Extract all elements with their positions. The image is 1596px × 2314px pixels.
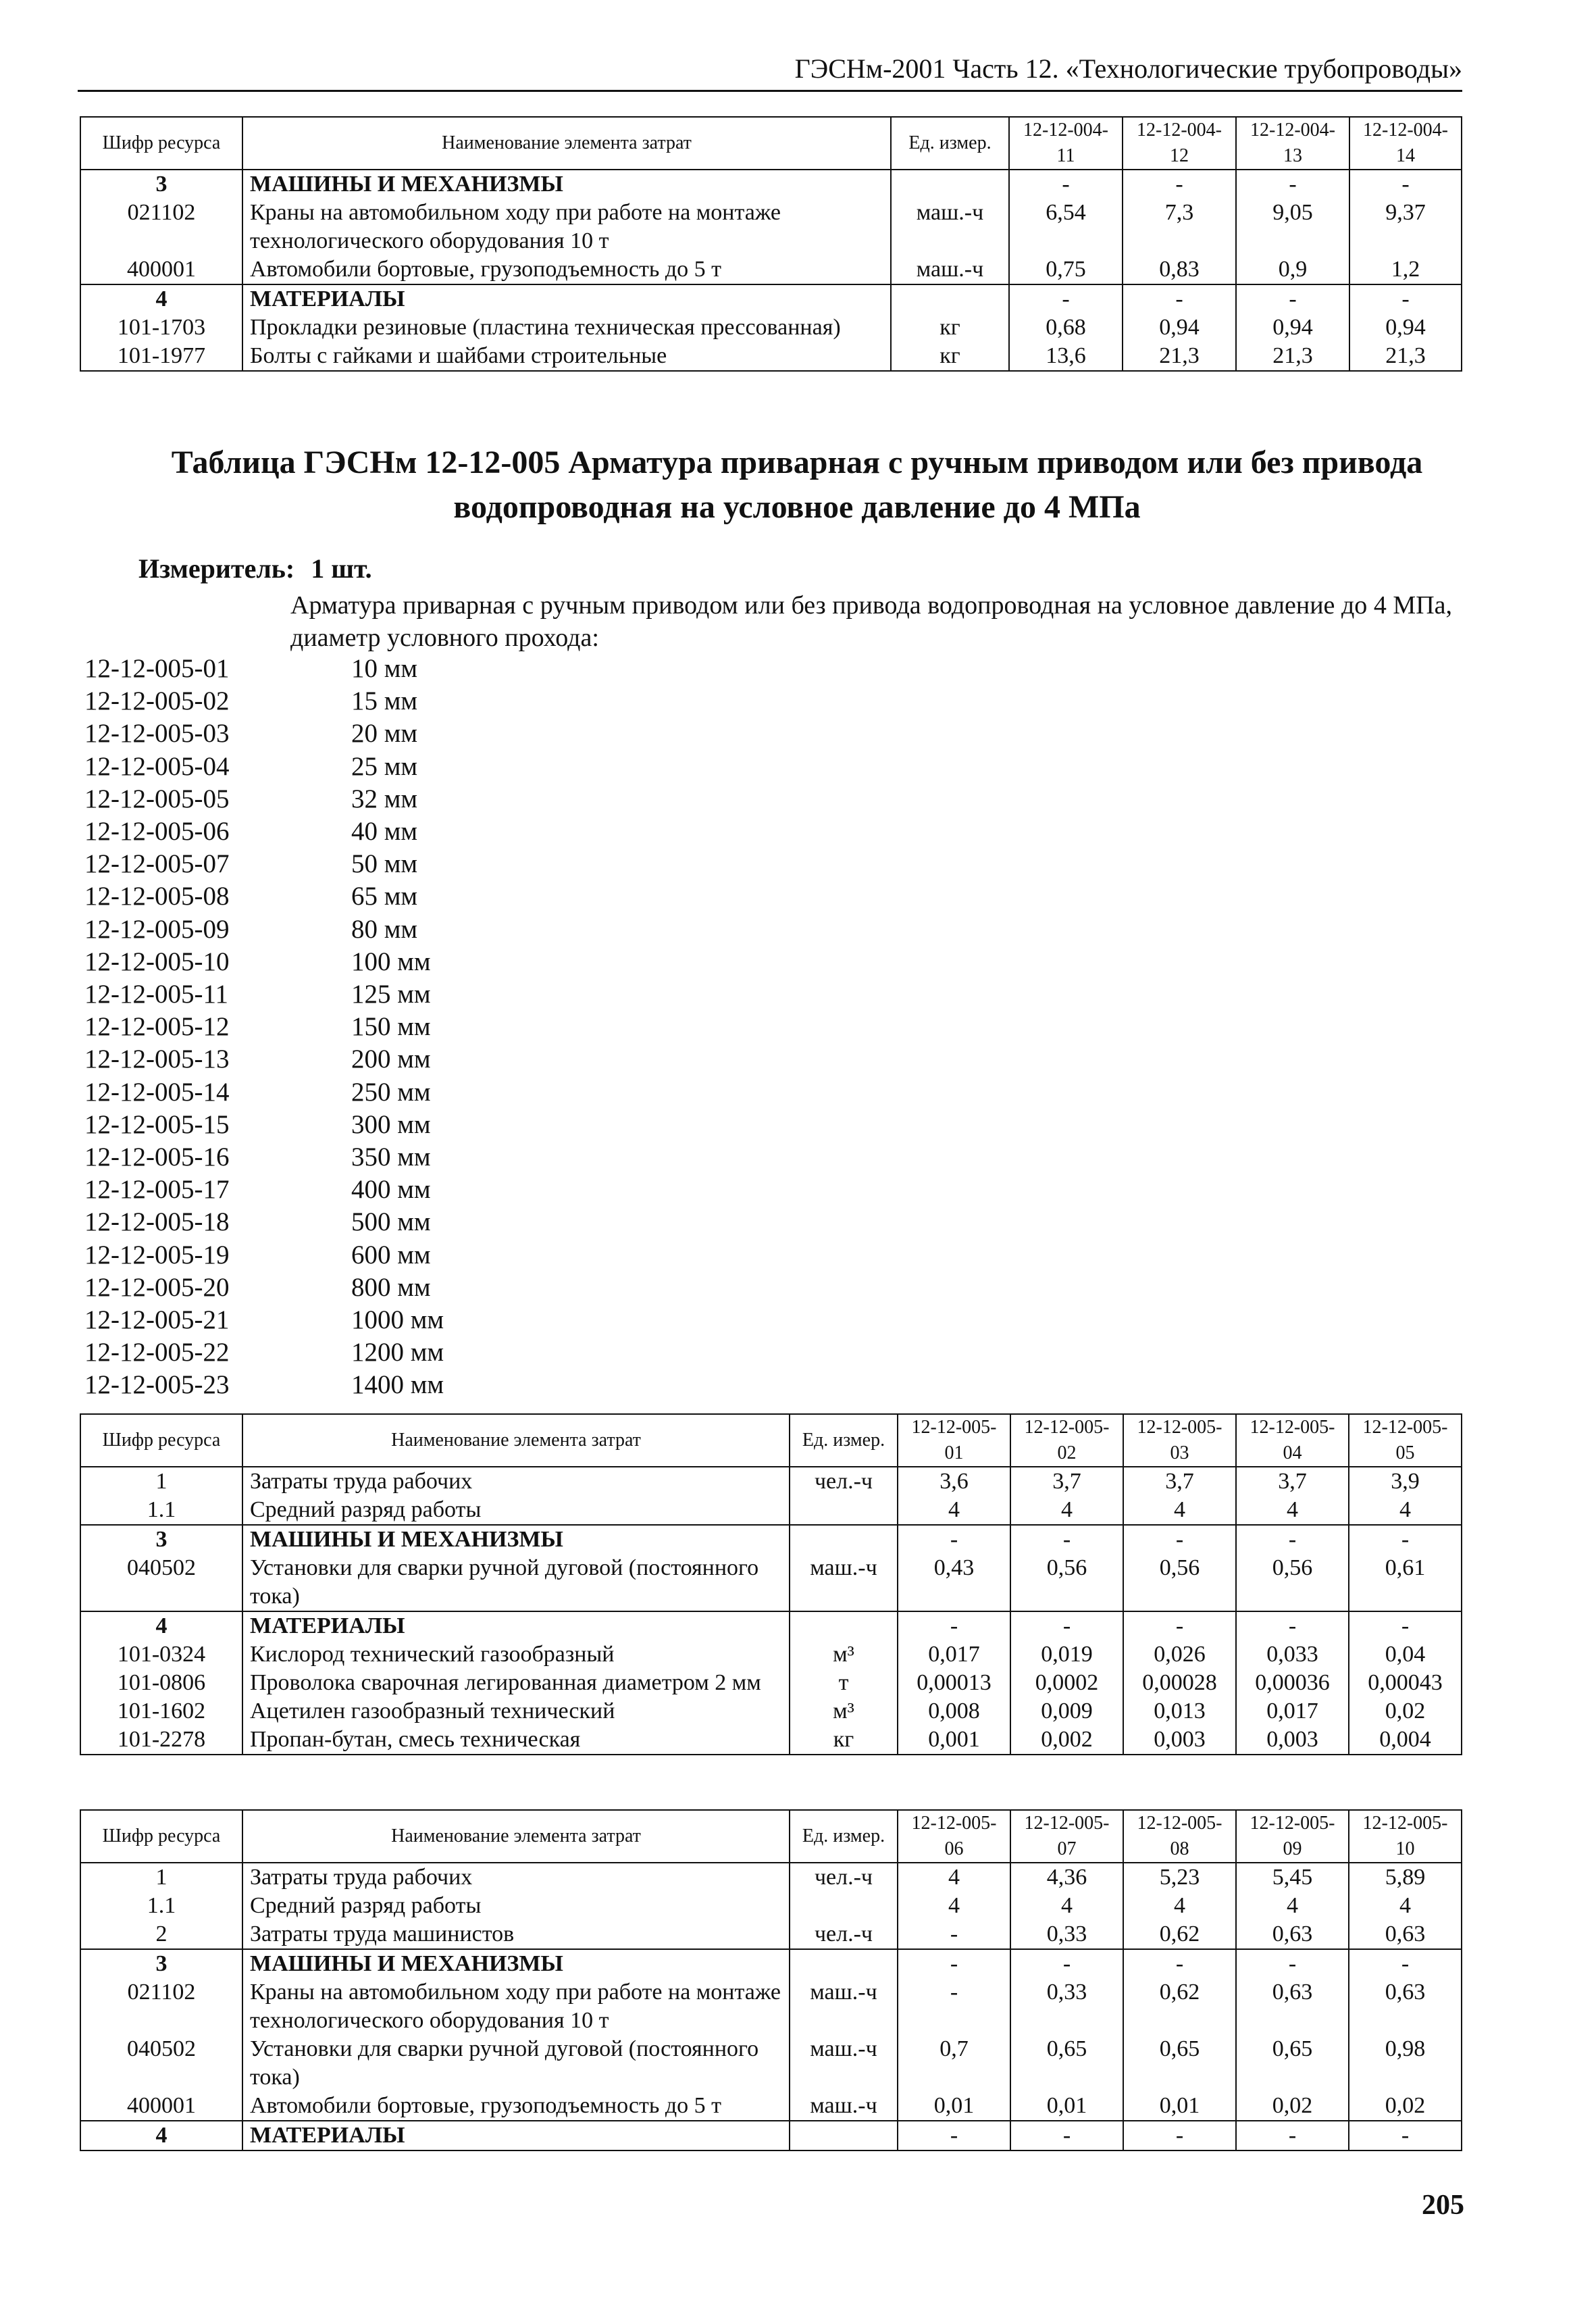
row-value: - (1010, 2121, 1123, 2150)
row-value: - (1009, 284, 1123, 313)
item-code: 12-12-005-14 (84, 1077, 230, 1107)
table-row (80, 1467, 1462, 1496)
row-value: 0,009 (1010, 1697, 1123, 1726)
row-value: 0,63 (1236, 1978, 1349, 2035)
item-size: 100 мм (351, 947, 431, 976)
row-code: 4 (80, 2121, 242, 2150)
row-value: 3,7 (1123, 1467, 1236, 1496)
row-value: 4 (1349, 1892, 1462, 1920)
row-name: МАШИНЫ И МЕХАНИЗМЫ (242, 1525, 790, 1554)
row-code: 101-2278 (80, 1726, 242, 1755)
col-header-norm: 12-12-005-08 (1123, 1810, 1236, 1863)
row-code: 400001 (80, 2092, 242, 2121)
row-value: 0,01 (898, 2092, 1010, 2121)
row-value: 0,33 (1010, 1978, 1123, 2035)
row-name: Установки для сварки ручной дуговой (постоянного тока) (242, 2035, 790, 2092)
measure-label: Измеритель: (138, 553, 295, 584)
row-name: Прокладки резиновые (пластина техническая прессованная) (242, 313, 891, 342)
item-code: 12-12-005-02 (84, 686, 230, 716)
row-unit: маш.-ч (790, 1978, 898, 2035)
row-value: 21,3 (1236, 342, 1349, 371)
item-size: 125 мм (351, 980, 431, 1009)
col-header-norm: 12-12-005-02 (1010, 1414, 1123, 1467)
row-value: 6,54 (1009, 199, 1123, 255)
row-unit: кг (790, 1726, 898, 1755)
table-title: Таблица ГЭСНм 12-12-005 Арматура приварная с ручным приводом или без привода водопроводная на условное давление до 4 МПа (171, 445, 1423, 525)
row-value: - (898, 1525, 1010, 1554)
item-code: 12-12-005-11 (84, 980, 229, 1009)
item-size: 50 мм (351, 849, 418, 879)
row-name: Проволока сварочная легированная диаметром 2 мм (242, 1669, 790, 1697)
row-name: Краны на автомобильном ходу при работе на монтаже технологического оборудования 10 т (242, 199, 891, 255)
row-code: 2 (80, 1920, 242, 1949)
row-value: 0,00013 (898, 1669, 1010, 1697)
col-header-norm: 12-12-005-04 (1236, 1414, 1349, 1467)
row-name: МАШИНЫ И МЕХАНИЗМЫ (242, 1949, 790, 1978)
item-code: 12-12-005-03 (84, 719, 230, 749)
row-value: 4,36 (1010, 1863, 1123, 1892)
row-value: 9,05 (1236, 199, 1349, 255)
item-code: 12-12-005-23 (84, 1370, 230, 1400)
table-row (80, 1892, 1462, 1920)
row-code: 1.1 (80, 1892, 242, 1920)
row-name: Средний разряд работы (242, 1892, 790, 1920)
header-row (80, 1810, 1462, 1863)
row-value: 4 (898, 1496, 1010, 1525)
row-value: 4 (1236, 1892, 1349, 1920)
item-size: 400 мм (351, 1175, 431, 1205)
row-value: - (1349, 170, 1462, 199)
row-value: - (1349, 284, 1462, 313)
row-value: 21,3 (1349, 342, 1462, 371)
row-value: 0,026 (1123, 1640, 1236, 1669)
item-size: 150 мм (351, 1012, 431, 1042)
item-size: 800 мм (351, 1272, 431, 1302)
row-code: 101-0324 (80, 1640, 242, 1669)
row-value: 0,63 (1349, 1978, 1462, 2035)
header-row (80, 117, 1462, 170)
col-header-norm: 12-12-005-07 (1010, 1810, 1123, 1863)
row-value: 13,6 (1009, 342, 1123, 371)
item-size: 300 мм (351, 1109, 431, 1139)
row-value: 0,62 (1123, 1978, 1236, 2035)
row-value: 0,017 (898, 1640, 1010, 1669)
row-value: 4 (1349, 1496, 1462, 1525)
table-row (80, 1863, 1462, 1892)
row-value: 4 (1010, 1496, 1123, 1525)
row-unit: м³ (790, 1697, 898, 1726)
item-size: 25 мм (351, 751, 418, 781)
row-value: 0,61 (1349, 1554, 1462, 1611)
row-unit: чел.-ч (790, 1863, 898, 1892)
item-size: 200 мм (351, 1045, 431, 1074)
row-code: 3 (80, 1525, 242, 1554)
row-name: Болты с гайками и шайбами строительные (242, 342, 891, 371)
item-code: 12-12-005-15 (84, 1109, 230, 1139)
row-code: 3 (80, 1949, 242, 1978)
row-code: 4 (80, 1611, 242, 1640)
row-name: МАТЕРИАЛЫ (242, 284, 891, 313)
row-value: 4 (898, 1892, 1010, 1920)
item-code: 12-12-005-08 (84, 882, 230, 911)
row-code: 101-0806 (80, 1669, 242, 1697)
table-row (80, 1611, 1462, 1640)
col-header-norm: 12-12-004-11 (1009, 117, 1123, 170)
row-value: - (1236, 1949, 1349, 1978)
col-header-name: Наименование элемента затрат (242, 1810, 790, 1863)
row-value: 0,013 (1123, 1697, 1236, 1726)
row-value: 0,33 (1010, 1920, 1123, 1949)
row-value: 4 (1123, 1892, 1236, 1920)
description: Арматура приварная с ручным приводом или без привода водопроводная на условное давление до 4 МПа, диаметр условного прохода: (290, 591, 1452, 652)
row-value: 0,94 (1236, 313, 1349, 342)
row-name: МАТЕРИАЛЫ (242, 1611, 790, 1640)
row-value: 0,003 (1123, 1726, 1236, 1755)
item-code: 12-12-005-01 (84, 654, 230, 683)
col-header-code: Шифр ресурса (80, 1810, 242, 1863)
row-value: - (1123, 1611, 1236, 1640)
item-size: 500 мм (351, 1207, 431, 1237)
table-row (80, 199, 1462, 255)
table-row (80, 1496, 1462, 1525)
row-unit: чел.-ч (790, 1920, 898, 1949)
table-row (80, 170, 1462, 199)
row-value: 0,63 (1236, 1920, 1349, 1949)
row-value: 0,7 (898, 2035, 1010, 2092)
row-value: 0,56 (1236, 1554, 1349, 1611)
item-sizes (351, 653, 444, 1402)
row-value: 4 (1236, 1496, 1349, 1525)
row-value: 0,002 (1010, 1726, 1123, 1755)
item-codes (84, 653, 229, 1402)
row-unit: м³ (790, 1640, 898, 1669)
row-value: 0,017 (1236, 1697, 1349, 1726)
item-size: 10 мм (351, 654, 418, 683)
row-value: 0,033 (1236, 1640, 1349, 1669)
item-size: 600 мм (351, 1240, 431, 1269)
col-header-name: Наименование элемента затрат (242, 1414, 790, 1467)
row-value: - (898, 1978, 1010, 2035)
row-code: 021102 (80, 199, 242, 255)
row-code: 040502 (80, 1554, 242, 1611)
row-value: 0,001 (898, 1726, 1010, 1755)
measure-value: 1 шт. (311, 553, 372, 584)
row-value: - (1010, 1611, 1123, 1640)
row-value: 0,62 (1123, 1920, 1236, 1949)
item-code: 12-12-005-19 (84, 1240, 230, 1269)
row-value: 0,43 (898, 1554, 1010, 1611)
table-row (80, 284, 1462, 313)
row-value: 1,2 (1349, 255, 1462, 284)
col-header-norm: 12-12-004-14 (1349, 117, 1462, 170)
row-code: 4 (80, 284, 242, 313)
table-row (80, 1949, 1462, 1978)
row-value: - (1236, 170, 1349, 199)
table-row (80, 1554, 1462, 1611)
row-value: 5,89 (1349, 1863, 1462, 1892)
row-name: Автомобили бортовые, грузоподъемность до 5 т (242, 2092, 790, 2121)
row-value: - (1236, 2121, 1349, 2150)
row-value: 3,6 (898, 1467, 1010, 1496)
row-value: 0,00043 (1349, 1669, 1462, 1697)
resource-table-004 (80, 116, 1462, 372)
col-header-code: Шифр ресурса (80, 1414, 242, 1467)
row-value: 9,37 (1349, 199, 1462, 255)
row-unit: т (790, 1669, 898, 1697)
row-code: 1.1 (80, 1496, 242, 1525)
item-code: 12-12-005-09 (84, 914, 230, 944)
row-unit (790, 1496, 898, 1525)
resource-table-005-a (80, 1413, 1462, 1755)
row-code: 400001 (80, 255, 242, 284)
row-value: - (1123, 170, 1236, 199)
item-size: 1400 мм (351, 1370, 444, 1400)
row-value: 0,01 (1123, 2092, 1236, 2121)
col-header-norm: 12-12-004-12 (1123, 117, 1236, 170)
table-row (80, 2092, 1462, 2121)
row-value: - (1123, 1525, 1236, 1554)
row-code: 1 (80, 1467, 242, 1496)
table-row (80, 1669, 1462, 1697)
row-value: 0,98 (1349, 2035, 1462, 2092)
row-value: 4 (1123, 1496, 1236, 1525)
item-size: 1000 мм (351, 1305, 444, 1335)
row-value: 0,94 (1123, 313, 1236, 342)
running-header: ГЭСНм-2001 Часть 12. «Технологические трубопроводы» (78, 53, 1462, 92)
item-size: 250 мм (351, 1077, 431, 1107)
row-value: 21,3 (1123, 342, 1236, 371)
item-size: 20 мм (351, 719, 418, 749)
table-row (80, 1920, 1462, 1949)
table-row (80, 1726, 1462, 1755)
row-value: 0,56 (1123, 1554, 1236, 1611)
row-value: 0,02 (1349, 2092, 1462, 2121)
row-unit: маш.-ч (891, 255, 1009, 284)
item-code: 12-12-005-13 (84, 1045, 230, 1074)
item-code: 12-12-005-17 (84, 1175, 230, 1205)
row-value: 0,00028 (1123, 1669, 1236, 1697)
row-unit: кг (891, 313, 1009, 342)
row-name: МАШИНЫ И МЕХАНИЗМЫ (242, 170, 891, 199)
row-value: - (1349, 1949, 1462, 1978)
row-code: 021102 (80, 1978, 242, 2035)
row-name: Кислород технический газообразный (242, 1640, 790, 1669)
row-unit (790, 1949, 898, 1978)
row-name: Средний разряд работы (242, 1496, 790, 1525)
row-unit (790, 2121, 898, 2150)
row-value: 0,004 (1349, 1726, 1462, 1755)
row-value: 0,65 (1123, 2035, 1236, 2092)
item-code: 12-12-005-12 (84, 1012, 230, 1042)
col-header-unit: Ед. измер. (790, 1414, 898, 1467)
table-row (80, 342, 1462, 371)
row-code: 1 (80, 1863, 242, 1892)
row-value: - (1349, 1611, 1462, 1640)
row-value: 3,7 (1236, 1467, 1349, 1496)
item-code: 12-12-005-22 (84, 1338, 230, 1367)
row-name: МАТЕРИАЛЫ (242, 2121, 790, 2150)
row-value: - (898, 1949, 1010, 1978)
item-code: 12-12-005-18 (84, 1207, 230, 1237)
row-value: 5,45 (1236, 1863, 1349, 1892)
row-value: - (1010, 1525, 1123, 1554)
row-value: 0,83 (1123, 255, 1236, 284)
col-header-unit: Ед. измер. (790, 1810, 898, 1863)
row-value: - (1236, 1611, 1349, 1640)
row-value: - (898, 2121, 1010, 2150)
row-value: 0,019 (1010, 1640, 1123, 1669)
row-value: 0,01 (1010, 2092, 1123, 2121)
item-size: 80 мм (351, 914, 418, 944)
row-unit (891, 284, 1009, 313)
item-code: 12-12-005-20 (84, 1272, 230, 1302)
row-value: 7,3 (1123, 199, 1236, 255)
item-size: 1200 мм (351, 1338, 444, 1367)
row-value: - (1349, 2121, 1462, 2150)
row-value: 3,7 (1010, 1467, 1123, 1496)
row-code: 101-1703 (80, 313, 242, 342)
row-unit (891, 170, 1009, 199)
row-value: 3,9 (1349, 1467, 1462, 1496)
row-value: 0,003 (1236, 1726, 1349, 1755)
row-value: - (1349, 1525, 1462, 1554)
row-value: 0,0002 (1010, 1669, 1123, 1697)
row-unit: маш.-ч (790, 2092, 898, 2121)
row-name: Автомобили бортовые, грузоподъемность до 5 т (242, 255, 891, 284)
row-name: Краны на автомобильном ходу при работе на монтаже технологического оборудования 10 т (242, 1978, 790, 2035)
item-size: 40 мм (351, 817, 418, 847)
col-header-norm: 12-12-005-05 (1349, 1414, 1462, 1467)
row-value: 0,75 (1009, 255, 1123, 284)
item-code: 12-12-005-10 (84, 947, 230, 976)
table-row (80, 313, 1462, 342)
row-unit: кг (891, 342, 1009, 371)
row-value: 0,65 (1010, 2035, 1123, 2092)
item-code: 12-12-005-04 (84, 751, 230, 781)
row-value: - (898, 1920, 1010, 1949)
item-size: 32 мм (351, 784, 418, 813)
col-header-norm: 12-12-005-01 (898, 1414, 1010, 1467)
table-row (80, 2121, 1462, 2150)
col-header-norm: 12-12-005-09 (1236, 1810, 1349, 1863)
row-unit: маш.-ч (790, 2035, 898, 2092)
row-value: 0,65 (1236, 2035, 1349, 2092)
row-value: - (1236, 1525, 1349, 1554)
row-code: 101-1602 (80, 1697, 242, 1726)
item-size: 350 мм (351, 1142, 431, 1172)
resource-table-005-b (80, 1809, 1462, 2151)
row-value: 0,68 (1009, 313, 1123, 342)
table-row (80, 255, 1462, 284)
row-value: 0,9 (1236, 255, 1349, 284)
table-row (80, 1640, 1462, 1669)
col-header-norm: 12-12-004-13 (1236, 117, 1349, 170)
row-value: 4 (898, 1863, 1010, 1892)
col-header-norm: 12-12-005-10 (1349, 1810, 1462, 1863)
row-name: Пропан-бутан, смесь техническая (242, 1726, 790, 1755)
header-row (80, 1414, 1462, 1467)
row-value: 0,94 (1349, 313, 1462, 342)
row-unit: чел.-ч (790, 1467, 898, 1496)
row-value: - (1123, 2121, 1236, 2150)
item-code: 12-12-005-05 (84, 784, 230, 813)
row-value: 0,04 (1349, 1640, 1462, 1669)
col-header-unit: Ед. измер. (891, 117, 1009, 170)
row-value: - (1123, 284, 1236, 313)
row-value: 5,23 (1123, 1863, 1236, 1892)
table-row (80, 1978, 1462, 2035)
col-header-code: Шифр ресурса (80, 117, 242, 170)
table-row (80, 1697, 1462, 1726)
row-unit (790, 1611, 898, 1640)
col-header-norm: 12-12-005-06 (898, 1810, 1010, 1863)
col-header-name: Наименование элемента затрат (242, 117, 891, 170)
row-value: 0,02 (1236, 2092, 1349, 2121)
page-number: 205 (1422, 2190, 1464, 2221)
item-code: 12-12-005-21 (84, 1305, 230, 1335)
row-unit: маш.-ч (790, 1554, 898, 1611)
item-code: 12-12-005-16 (84, 1142, 230, 1172)
item-code: 12-12-005-07 (84, 849, 230, 879)
row-value: 0,02 (1349, 1697, 1462, 1726)
row-name: Затраты труда рабочих (242, 1467, 790, 1496)
row-value: 0,008 (898, 1697, 1010, 1726)
row-unit: маш.-ч (891, 199, 1009, 255)
row-code: 101-1977 (80, 342, 242, 371)
row-code: 040502 (80, 2035, 242, 2092)
row-value: - (1009, 170, 1123, 199)
measure-line (138, 553, 372, 584)
row-name: Ацетилен газообразный технический (242, 1697, 790, 1726)
row-value: - (898, 1611, 1010, 1640)
item-size: 15 мм (351, 686, 418, 716)
table-row (80, 1525, 1462, 1554)
row-unit (790, 1892, 898, 1920)
table-row (80, 2035, 1462, 2092)
row-code: 3 (80, 170, 242, 199)
col-header-norm: 12-12-005-03 (1123, 1414, 1236, 1467)
row-value: 4 (1010, 1892, 1123, 1920)
item-code: 12-12-005-06 (84, 817, 230, 847)
item-size: 65 мм (351, 882, 418, 911)
row-name: Затраты труда машинистов (242, 1920, 790, 1949)
row-unit (790, 1525, 898, 1554)
row-name: Затраты труда рабочих (242, 1863, 790, 1892)
row-name: Установки для сварки ручной дуговой (постоянного тока) (242, 1554, 790, 1611)
row-value: - (1123, 1949, 1236, 1978)
row-value: 0,56 (1010, 1554, 1123, 1611)
row-value: 0,00036 (1236, 1669, 1349, 1697)
row-value: - (1010, 1949, 1123, 1978)
row-value: - (1236, 284, 1349, 313)
row-value: 0,63 (1349, 1920, 1462, 1949)
